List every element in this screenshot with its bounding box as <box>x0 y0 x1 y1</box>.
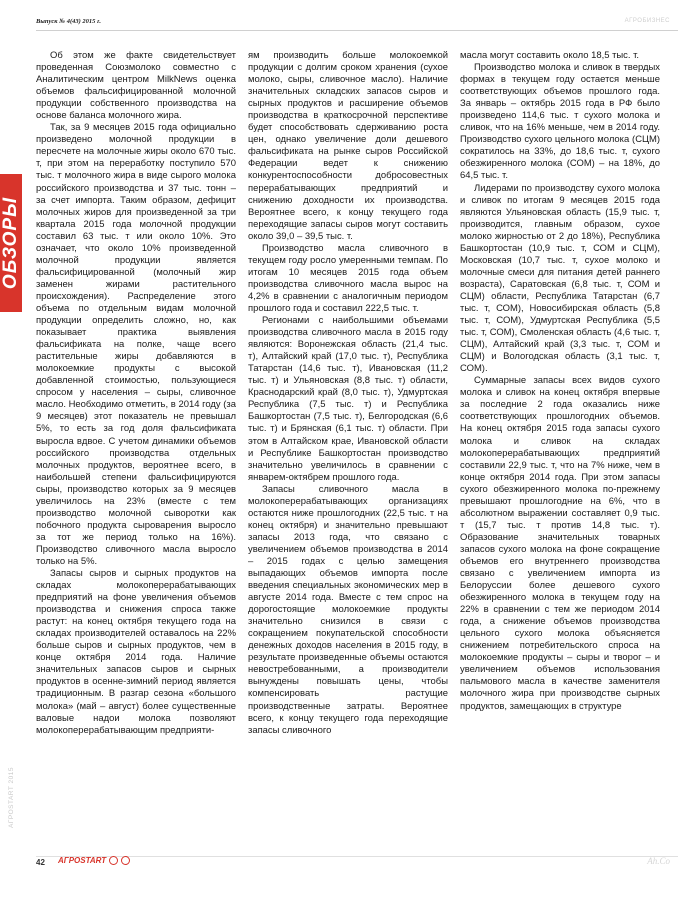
logo-circle-icon <box>121 856 130 865</box>
article-column-1 <box>36 50 236 840</box>
paragraph: Так, за 9 месяцев 2015 года официально произведено молочной продукции в пересчете на молочные жиры около 670 тыс. т, при этом на переработку поступило 570 тыс. т молочного жира в виде сырого молока российского производства и 37 тыс. тонн – за счет импорта. Таким образом, дефицит молочных жиров для произведенной за три квартала 2015 года молочной продукции составил 63 тыс. т или около 10%. Это означает, что около 10% произведенной молочной продукции является фальсифицированной (молочный жир заменен жирами растительного происхождения). Распределение этого объема по отдельным видам молочной продукции определить сложно, но, как показывает практика выявления фальсификата на полке, чаще всего растительные жиры добавляются в молокоемкие продукты с высокой добавленной стоимостью, пользующиеся спросом у населения – сыры, сливочное масло. Необходимо отметить, в 2014 году (за 9 месяцев) этот показатель не превышал 5%, то есть за год доля фальсификата выросла вдвое. С учетом динамики объемов российского производства отдельных молочных продуктов, вероятнее всего, в наибольшей степени фальсифицируются сыры, производство которых за 9 месяцев увеличилось на 23% (вместе с тем производство молочной сыворотки как побочного продукта сыроварения выросло за тот же период только на 16%). Производство сливочного масла выросло только на 5%. <box>36 122 236 567</box>
paragraph: масла могут составить около 18,5 тыс. т. <box>460 50 640 61</box>
logo-text: АГРОSTART <box>58 856 107 865</box>
article-column-3 <box>460 50 660 840</box>
paragraph: Суммарные запасы всех видов сухого молока и сливок на конец октября впервые за последние 2 года оказались ниже соответствующих прошлогодних объемов. На конец октября 2015 года запасы сухого молока и сливок на складах молокоперерабатывающих предприятий составили 22,9 тыс. т, что на 7% ниже, чем в конце октября 2014 года. При этом запасы сухого обезжиренного молока по-прежнему превышают прошлогодние на 6%, что в абсолютном выражении составляет 0,9 тыс. т (15,7 тыс. т против 14,8 тыс. т). Образование значительных товарных запасов сухого молока на фоне сокращение объемов его внутреннего производства связано с увеличением импорта из Белоруссии более дешевого сухого обезжиренного молока в текущем году на 22% в сравнении с тем же периодом 2014 года, а снижение объемов производства цельного сухого молока объясняется снижением потребительского спроса на молокоемкие продукты – сыры и творог – и увеличением объемов использования пальмового масла в качестве заменителя молочного жира при производстве сырных продуктов, замещающих в структуре <box>460 375 660 712</box>
footer-watermark: Ah.Co <box>647 856 670 866</box>
header-watermark: АГРОБИЗНЕС <box>624 18 670 24</box>
paragraph: Запасы сыров и сырных продуктов на складах молокоперерабатывающих предприятий на фоне увеличения объемов производства и снижения спроса также растут: на конец октября текущего года на складах производителей оставалось на 22% больше сыров и сырных продуктов, чем в конце октября 2014 года. Наличие значительных запасов сыров и сырных продуктов в осенне-зимний период является традиционным. В разгар сезона «большого молока» (май – август) более существенные валовые надои молока позволяют молокоперерабатывающим предприяти- <box>36 568 236 736</box>
paragraph: ям производить больше молокоемкой продукции с долгим сроком хранения (сухое молоко, сыры, сливочное масло). Наличие значительных складских запасов сыров и сырных продуктов и расширение объемов производства в краткосрочной перспективе будет способствовать сдерживанию роста цен, однако увеличение доли дешевого фальсификата на рынке сыров Российской Федерации ведет к снижению конкурентоспособности добросовестных перерабатывающих предприятий и снижению доходности их производства. Вероятнее всего, к концу текущего года переходящие запасы сыров могут составить около 39,0 – 39,5 тыс. т. <box>248 50 448 242</box>
paragraph: Лидерами по производству сухого молока и сливок по итогам 9 месяцев 2015 года являются Ульяновская область (15,9 тыс. т, производится, главным образом, сухое молоко жирностью от 2 до 18%), Республика Башкортостан (10,9 тыс. т, СОМ и СЦМ), Московская (10,7 тыс. т, сухое молоко и молочные смеси для питания детей раннего возраста), Саратовская (6,8 тыс. т, СОМ и СЦМ) области, Республика Татарстан (6,7 тыс. т, СОМ), Новосибирская область (5,8 тыс. т, СОМ), Удмуртская Республика (5,5 тыс. т, СОМ), Смоленская область (4,6 тыс. т, СЦМ), Алтайский край (3,3 тыс. т, СОМ и СЦМ) и Вологодская область (3,1 тыс. т, СОМ). <box>460 182 660 375</box>
paragraph: Запасы сливочного масла в молокоперерабатывающих организациях остаются ниже прошлогодних (22,5 тыс. т на конец октября) и значительно превышают запасы 2013 года, что связано с увеличением объемов производства в 2014 – 2015 годах с целью замещения выпадающих объемов импорта после введения специальных экономических мер в августе 2014 года. Вместе с тем спрос на дорогостоящие молокоемкие продукты значительно снизился в связи с сокращением покупательской способности денежных доходов населения в 2015 году, в результате произведенные объемы остаются невостребованными, а производители вынуждены повышать цены, чтобы компенсировать растущие производственные затраты. Вероятнее всего, к концу текущего года переходящие запасы сливочного <box>248 483 448 736</box>
sidebar-magazine-mark <box>0 752 22 842</box>
header-divider <box>36 30 678 31</box>
paragraph: Производство масла сливочного в текущем году росло умеренными темпам. По итогам 10 месяцев 2015 года объем производства сливочного масла вырос на 4,2% в сравнении с аналогичным периодом прошлого года и составил 222,5 тыс. т. <box>248 242 448 314</box>
logo-circle-icon <box>109 856 118 865</box>
page-number: 42 <box>36 858 45 867</box>
magazine-logo <box>58 856 130 865</box>
paragraph: Об этом же факте свидетельствует проведенная Союзмолоко совместно с Аналитическим центром MilkNews оценка объемов фальсифицированной молочной продукции собственного производства на основе баланса молочного жира. <box>36 50 236 122</box>
article-column-2 <box>248 50 448 840</box>
section-title: ОБЗОРЫ <box>0 196 22 290</box>
article-body <box>36 50 668 840</box>
section-label <box>0 174 22 312</box>
paragraph: Регионами с наибольшими объемами производства сливочного масла в 2015 году являются: Воронежская область (21,4 тыс. т), Алтайский край (17,0 тыс. т), Республика Татарстан (14,6 тыс. т), Ивановская (11,2 тыс. т) и Ульяновская (8,8 тыс. т) области, Краснодарский край (8,0 тыс. т), Удмуртская Республика (7,5 тыс. т) и Республика Башкортостан (7,5 тыс. т), Белгородская (6,6 тыс. т) и Брянская (6,1 тыс. т) области. При этом в Алтайском крае, Ивановской области и Республике Башкортостан производство значительно увеличилось в сравнении с январем-октябрем прошлого года. <box>248 315 448 483</box>
paragraph: Производство молока и сливок в твердых формах в текущем году остается меньше соответствующих объемов прошлого года. За январь – октябрь 2015 года в РФ было произведено 114,6 тыс. т сухого молока и сливок, что на 16% меньше, чем в 2014 году. Производство сухого цельного молока (СЦМ) сократилось на 33%, до 18,6 тыс. т, сухого обезжиренного молока (СОМ) – на 18%, до 64,5 тыс. т. <box>460 62 660 182</box>
sidebar-magazine-text: АГРОSTART 2015 <box>7 766 15 828</box>
footer-divider <box>36 856 678 857</box>
issue-label: Выпуск № 4(43) 2015 г. <box>36 18 101 25</box>
